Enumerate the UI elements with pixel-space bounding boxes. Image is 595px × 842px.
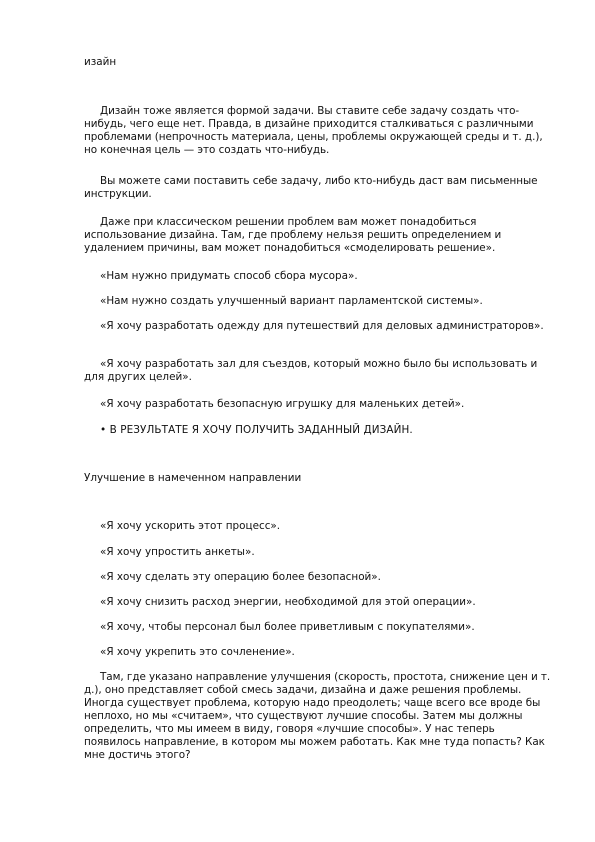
quote-safe-toy: «Я хочу разработать безопасную игрушку для маленьких детей». (100, 398, 465, 410)
paragraph-task-source: Вы можете сами поставить себе задачу, либо кто-нибудь даст вам письменные инструкции. (84, 175, 538, 200)
paragraph-design-intro: Дизайн тоже является формой задачи. Вы ставите себе задачу создать что-нибудь, чего еще нет. Правда, в дизайне приходится сталкиваться с различными проблемами (непрочность материала, цены, проблемы окружающей среды и т. д.), но конечная цель — это создать что-нибудь. (84, 105, 543, 156)
quote-energy: «Я хочу снизить расход энергии, необходимой для этой операции». (100, 596, 476, 608)
quote-travel-clothes: «Я хочу разработать одежду для путешествий для деловых администраторов». (100, 320, 544, 332)
subsection-title: Улучшение в намеченном направлении (84, 472, 302, 484)
paragraph-classic-solving: Даже при классическом решении проблем вам может понадобиться использование дизайна. Там, где проблему нельзя решить определением и удалением причины, вам может понадобиться «смоделировать решение». (84, 216, 502, 254)
paragraph-improvement: Там, где указано направление улучшения (скорость, простота, снижение цен и т. д.), оно представляет собой смесь задачи, дизайна и даже решения проблемы. Иногда существует проблема, которую надо преодолеть; чаще всего все вроде бы неплохо, но мы «считаем», что существуют лучшие способы. Затем мы должны определить, что мы имеем в виду, говоря «лучшие способы». У нас теперь появилось направление, в котором мы можем работать. Как мне туда попасть? Как мне достичь этого? (84, 671, 551, 761)
quote-safety: «Я хочу сделать эту операцию более безопасной». (100, 571, 381, 583)
quote-forms: «Я хочу упростить анкеты». (100, 546, 255, 558)
quote-joint: «Я хочу укрепить это сочленение». (100, 646, 295, 658)
result-statement: • В РЕЗУЛЬТАТЕ Я ХОЧУ ПОЛУЧИТЬ ЗАДАННЫЙ ДИЗАЙН. (100, 424, 413, 436)
quote-congress-hall: «Я хочу разработать зал для съездов, который можно было бы использовать и для других целей». (84, 358, 538, 383)
quote-staff: «Я хочу, чтобы персонал был более приветливым с покупателями». (100, 621, 475, 633)
quote-speed-up: «Я хочу ускорить этот процесс». (100, 520, 281, 532)
quote-parliament: «Нам нужно создать улучшенный вариант парламентской системы». (100, 295, 483, 307)
section-title: изайн (84, 56, 117, 68)
quote-garbage: «Нам нужно придумать способ сбора мусора». (100, 270, 358, 282)
